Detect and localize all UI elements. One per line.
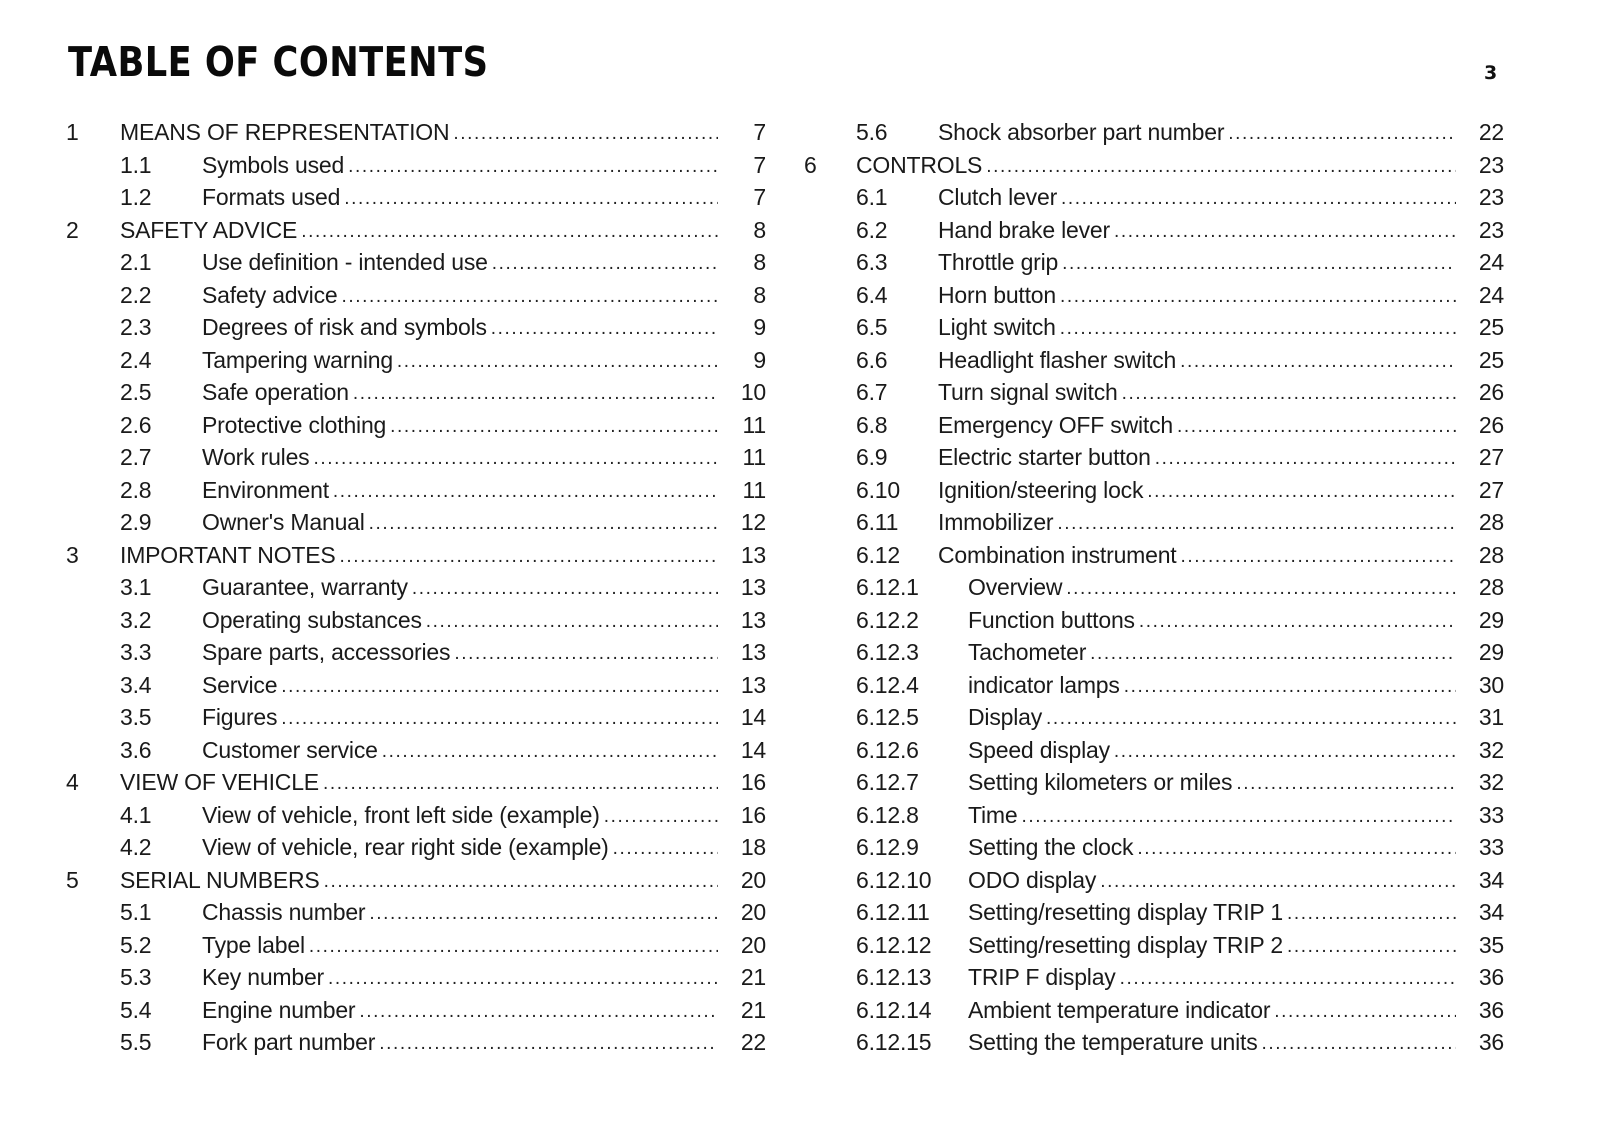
toc-entry-page: 24 [1456,279,1504,312]
toc-entry-number: 6 [804,151,817,178]
toc-dot-leader [1228,118,1456,151]
toc-entry-title: View of vehicle, rear right side (example) [202,831,613,864]
toc-dot-leader [986,151,1456,184]
toc-entry-number: 2.5 [120,379,152,405]
toc-entry-number: 1.1 [120,151,152,178]
toc-entry-6-12[interactable] [804,539,1504,572]
toc-dot-leader [341,281,718,314]
toc-entry-page: 11 [718,409,766,442]
toc-entry-6-12-10[interactable] [804,864,1504,897]
toc-entry-title: Safety advice [202,279,341,312]
toc-entry-5-6[interactable] [804,116,1504,149]
toc-entry-page: 26 [1456,376,1504,409]
toc-dot-leader [1124,671,1456,704]
toc-dot-leader [333,476,718,509]
toc-entry-page: 20 [718,929,766,962]
toc-dot-leader [340,541,718,574]
toc-entry-title: Tachometer [968,636,1090,669]
toc-entry-number: 2.6 [120,411,152,438]
toc-entry-number: 5.2 [120,931,152,958]
toc-dot-leader [1180,346,1456,379]
toc-dot-leader [1061,183,1456,216]
toc-dot-leader [426,606,718,639]
toc-entry-5-4[interactable] [66,994,766,1027]
toc-entry-page: 27 [1456,441,1504,474]
toc-entry-page: 21 [718,961,766,994]
toc-entry-number: 2.2 [120,281,152,308]
toc-entry-6-12-2[interactable] [804,604,1504,637]
toc-entry-page: 7 [718,149,766,182]
toc-entry-title: Horn button [938,279,1060,312]
toc-entry-title: Fork part number [202,1026,379,1059]
toc-entry-number: 3.3 [120,639,152,665]
toc-entry-number: 6.7 [856,379,888,405]
toc-dot-leader [281,671,718,704]
toc-entry-title: Display [968,701,1046,734]
toc-entry-6-3[interactable] [804,246,1504,279]
toc-entry-page: 29 [1456,604,1504,637]
toc-entry-6-8[interactable] [804,409,1504,442]
toc-entry-number: 6.12.3 [856,639,919,665]
toc-entry-number: 6.6 [856,346,888,373]
toc-entry-page: 10 [718,376,766,409]
toc-entry-title: Guarantee, warranty [202,571,412,604]
toc-dot-leader [613,833,718,866]
toc-entry-page: 13 [718,604,766,637]
toc-dot-leader [1114,216,1456,249]
toc-dot-leader [1262,1028,1456,1061]
toc-entry-number: 6.12.5 [856,704,919,730]
toc-entry-number: 6.12.1 [856,574,919,600]
toc-entry-number: 6.5 [856,314,888,340]
toc-entry-6-12-1[interactable] [804,571,1504,604]
toc-entry-page: 7 [718,181,766,214]
toc-entry-title: Chassis number [202,896,369,929]
toc-entry-number: 5 [66,866,79,893]
toc-entry-title: Service [202,669,281,702]
toc-entry-page: 32 [1456,734,1504,767]
toc-entry-number: 6.12.13 [856,964,932,990]
toc-column-left [66,116,766,1059]
toc-entry-number: 2.7 [120,444,152,470]
toc-entry-2-1[interactable] [66,246,766,279]
toc-entry-title: Owner's Manual [202,506,369,539]
toc-column-right [804,116,1504,1059]
toc-entry-number: 6.3 [856,249,888,275]
toc-entry-number: 6.2 [856,216,888,243]
toc-dot-leader [1100,866,1456,899]
toc-entry-number: 6.8 [856,411,888,438]
toc-entry-title: Time [968,799,1021,832]
toc-entry-page: 8 [718,214,766,247]
toc-dot-leader [1057,508,1456,541]
toc-entry-number: 2.9 [120,509,152,535]
toc-entry-6[interactable] [804,149,1504,182]
toc-entry-title: Shock absorber part number [938,116,1228,149]
toc-entry-page: 8 [718,279,766,312]
toc-entry-number: 6.11 [856,509,899,535]
toc-entry-6-12-3[interactable] [804,636,1504,669]
toc-entry-title: Figures [202,701,281,734]
toc-entry-4-2[interactable] [66,831,766,864]
toc-entry-title: Emergency OFF switch [938,409,1177,442]
toc-dot-leader [454,638,718,671]
toc-entry-page: 14 [718,701,766,734]
toc-entry-number: 5.5 [120,1029,152,1055]
toc-entry-number: 6.12.11 [856,899,930,925]
toc-dot-leader [1122,378,1456,411]
toc-entry-page: 13 [718,571,766,604]
toc-entry-title: Type label [202,929,309,962]
toc-entry-title: Setting/resetting display TRIP 2 [968,929,1287,962]
toc-entry-page: 28 [1456,506,1504,539]
toc-dot-leader [1060,281,1456,314]
toc-entry-number: 3.6 [120,736,152,763]
toc-entry-title: Tampering warning [202,344,397,377]
toc-dot-leader [412,573,718,606]
toc-entry-1-1[interactable] [66,149,766,182]
toc-entry-5-1[interactable] [66,896,766,929]
toc-entry-page: 25 [1456,344,1504,377]
toc-dot-leader [324,866,718,899]
toc-entry-page: 9 [718,344,766,377]
toc-entry-title: indicator lamps [968,669,1124,702]
toc-entry-title: Safe operation [202,376,353,409]
toc-entry-title: Setting kilometers or miles [968,766,1236,799]
toc-dot-leader [1137,833,1456,866]
toc-entry-5-5[interactable] [66,1026,766,1059]
toc-entry-number: 3 [66,541,79,568]
toc-entry-page: 27 [1456,474,1504,507]
toc-entry-2-6[interactable] [66,409,766,442]
toc-entry-number: 6.9 [856,444,888,470]
toc-entry-title: Key number [202,961,328,994]
toc-entry-6-12-14[interactable] [804,994,1504,1027]
toc-dot-leader [1155,443,1456,476]
toc-entry-title: Ignition/steering lock [938,474,1147,507]
toc-entry-number: 3.2 [120,606,152,633]
toc-entry-number: 6.12.14 [856,996,932,1023]
toc-entry-page: 30 [1456,669,1504,702]
toc-entry-5-2[interactable] [66,929,766,962]
page-number: 3 [1484,62,1498,84]
toc-entry-page: 11 [718,441,766,474]
toc-entry-number: 6.12 [856,541,900,568]
toc-entry-page: 36 [1456,961,1504,994]
toc-dot-leader [492,248,718,281]
toc-entry-title: Immobilizer [938,506,1057,539]
toc-entry-page: 14 [718,734,766,767]
toc-entry-number: 6.4 [856,281,888,308]
toc-entry-number: 6.12.15 [856,1029,932,1055]
toc-entry-page: 34 [1456,864,1504,897]
toc-entry-page: 8 [718,246,766,279]
toc-entry-6-7[interactable] [804,376,1504,409]
toc-entry-title: Setting the temperature units [968,1026,1262,1059]
toc-entry-title: Formats used [202,181,344,214]
toc-entry-title: Ambient temperature indicator [968,994,1274,1027]
toc-entry-page: 16 [718,799,766,832]
toc-entry-title: ODO display [968,864,1100,897]
toc-entry-page: 23 [1456,149,1504,182]
toc-dot-leader [1090,638,1456,671]
toc-entry-page: 25 [1456,311,1504,344]
toc-dot-leader [1062,248,1456,281]
toc-entry-page: 13 [718,669,766,702]
toc-entry-page: 28 [1456,539,1504,572]
toc-entry-3-4[interactable] [66,669,766,702]
toc-entry-2-7[interactable] [66,441,766,474]
toc-entry-page: 26 [1456,409,1504,442]
toc-entry-number: 3.1 [120,574,152,600]
toc-entry-title: SERIAL NUMBERS [120,864,324,897]
toc-entry-6-10[interactable] [804,474,1504,507]
toc-entry-number: 4 [66,769,79,795]
toc-entry-number: 3.5 [120,704,152,730]
toc-entry-6-12-12[interactable] [804,929,1504,962]
toc-entry-number: 2.8 [120,476,152,503]
toc-entry-number: 5.4 [120,996,152,1023]
toc-entry-title: Light switch [938,311,1060,344]
toc-entry-3-5[interactable] [66,701,766,734]
toc-entry-6-1[interactable] [804,181,1504,214]
toc-dot-leader [1236,768,1456,801]
toc-entry-number: 4.1 [120,801,152,828]
toc-entry-title: Customer service [202,734,382,767]
toc-entry-title: Setting the clock [968,831,1137,864]
toc-dot-leader [314,443,719,476]
toc-entry-6-4[interactable] [804,279,1504,312]
toc-entry-number: 3.4 [120,671,152,698]
toc-entry-title: IMPORTANT NOTES [120,539,340,572]
toc-dot-leader [369,508,718,541]
toc-entry-6-12-8[interactable] [804,799,1504,832]
toc-dot-leader [453,118,718,151]
toc-entry-6-11[interactable] [804,506,1504,539]
toc-entry-3-6[interactable] [66,734,766,767]
toc-dot-leader [348,151,718,184]
toc-entry-number: 2.3 [120,314,152,340]
toc-dot-leader [491,313,718,346]
toc-entry-page: 32 [1456,766,1504,799]
toc-dot-leader [382,736,718,769]
toc-entry-number: 2.1 [120,249,152,275]
toc-dot-leader [1066,573,1456,606]
toc-entry-title: TRIP F display [968,961,1120,994]
toc-entry-page: 36 [1456,1026,1504,1059]
toc-entry-number: 6.10 [856,476,900,503]
toc-dot-leader [379,1028,718,1061]
toc-entry-title: Setting/resetting display TRIP 1 [968,896,1287,929]
toc-entry-number: 5.1 [120,899,152,925]
toc-entry-title: Overview [968,571,1066,604]
toc-entry-title: SAFETY ADVICE [120,214,301,247]
toc-entry-title: CONTROLS [856,149,986,182]
toc-entry-number: 1 [66,119,79,145]
toc-entry-title: Clutch lever [938,181,1061,214]
toc-dot-leader [397,346,718,379]
toc-entry-page: 36 [1456,994,1504,1027]
toc-entry-6-2[interactable] [804,214,1504,247]
toc-entry-page: 21 [718,994,766,1027]
toc-entry-2-8[interactable] [66,474,766,507]
toc-entry-number: 6.12.6 [856,736,919,763]
toc-entry-page: 11 [718,474,766,507]
toc-entry-1-2[interactable] [66,181,766,214]
toc-dot-leader [281,703,718,736]
toc-entry-title: Symbols used [202,149,348,182]
toc-entry-6-12-7[interactable] [804,766,1504,799]
toc-entry-page: 20 [718,896,766,929]
toc-entry-6-12-6[interactable] [804,734,1504,767]
toc-entry-title: Spare parts, accessories [202,636,454,669]
toc-entry-number: 4.2 [120,834,152,860]
toc-entry-number: 6.12.4 [856,671,919,698]
toc-entry-title: Environment [202,474,333,507]
toc-dot-leader [1177,411,1456,444]
toc-dot-leader [1287,898,1456,931]
toc-entry-page: 13 [718,636,766,669]
toc-entry-page: 34 [1456,896,1504,929]
toc-entry-number: 6.12.7 [856,769,919,795]
toc-entry-number: 2.4 [120,346,152,373]
toc-entry-title: Combination instrument [938,539,1181,572]
toc-entry-title: Speed display [968,734,1114,767]
toc-dot-leader [1287,931,1456,964]
toc-dot-leader [1274,996,1456,1029]
toc-entry-number: 5.6 [856,119,888,145]
toc-entry-number: 6.12.12 [856,931,932,958]
toc-entry-6-12-4[interactable] [804,669,1504,702]
toc-dot-leader [323,768,718,801]
toc-entry-page: 33 [1456,831,1504,864]
toc-entry-page: 20 [718,864,766,897]
toc-entry-6-6[interactable] [804,344,1504,377]
toc-entry-title: Use definition - intended use [202,246,492,279]
toc-dot-leader [328,963,718,996]
toc-entry-page: 22 [1456,116,1504,149]
toc-entry-number: 1.2 [120,184,152,210]
toc-entry-5-3[interactable] [66,961,766,994]
toc-entry-page: 31 [1456,701,1504,734]
toc-entry-page: 33 [1456,799,1504,832]
toc-dot-leader [1147,476,1456,509]
toc-dot-leader [369,898,718,931]
toc-entry-title: Work rules [202,441,314,474]
toc-dot-leader [359,996,718,1029]
toc-dot-leader [1060,313,1456,346]
toc-entry-title: View of vehicle, front left side (example) [202,799,604,832]
toc-entry-number: 6.1 [856,184,888,210]
toc-entry-title: Headlight flasher switch [938,344,1180,377]
toc-entry-2-3[interactable] [66,311,766,344]
toc-entry-page: 23 [1456,214,1504,247]
toc-dot-leader [353,378,718,411]
toc-entry-page: 28 [1456,571,1504,604]
toc-entry-page: 29 [1456,636,1504,669]
toc-entry-page: 35 [1456,929,1504,962]
toc-entry-6-12-13[interactable] [804,961,1504,994]
toc-dot-leader [344,183,718,216]
toc-entry-page: 12 [718,506,766,539]
page-title: TABLE OF CONTENTS [68,38,489,86]
toc-entry-page: 7 [718,116,766,149]
toc-entry-title: Protective clothing [202,409,390,442]
toc-entry-title: Throttle grip [938,246,1062,279]
toc-entry-page: 16 [718,766,766,799]
toc-entry-title: Hand brake lever [938,214,1114,247]
toc-entry-2-5[interactable] [66,376,766,409]
toc-entry-number: 6.12.2 [856,606,919,633]
toc-entry-number: 6.12.8 [856,801,919,828]
toc-entry-6-12-11[interactable] [804,896,1504,929]
toc-dot-leader [1181,541,1457,574]
toc-dot-leader [1139,606,1456,639]
toc-entry-title: Operating substances [202,604,426,637]
toc-entry-number: 2 [66,216,79,243]
toc-entry-6-9[interactable] [804,441,1504,474]
toc-entry-page: 23 [1456,181,1504,214]
toc-dot-leader [1021,801,1456,834]
toc-entry-3-3[interactable] [66,636,766,669]
toc-entry-page: 9 [718,311,766,344]
toc-entry-number: 6.12.9 [856,834,919,860]
toc-dot-leader [309,931,718,964]
toc-dot-leader [1120,963,1456,996]
toc-entry-2-9[interactable] [66,506,766,539]
toc-entry-6-12-5[interactable] [804,701,1504,734]
toc-entry-title: Engine number [202,994,359,1027]
toc-entry-page: 18 [718,831,766,864]
toc-entry-title: MEANS OF REPRESENTATION [120,116,453,149]
toc-entry-page: 22 [718,1026,766,1059]
toc-entry-3-2[interactable] [66,604,766,637]
toc-dot-leader [390,411,718,444]
toc-entry-4-1[interactable] [66,799,766,832]
toc-entry-number: 6.12.10 [856,866,932,893]
toc-entry-title: Function buttons [968,604,1139,637]
toc-entry-page: 24 [1456,246,1504,279]
toc-dot-leader [301,216,718,249]
toc-entry-title: Turn signal switch [938,376,1122,409]
toc-entry-4[interactable] [66,766,766,799]
toc-entry-1[interactable] [66,116,766,149]
toc-entry-6-12-9[interactable] [804,831,1504,864]
toc-entry-page: 13 [718,539,766,572]
toc-entry-2-2[interactable] [66,279,766,312]
toc-entry-title: Electric starter button [938,441,1155,474]
toc-entry-3-1[interactable] [66,571,766,604]
toc-entry-6-12-15[interactable] [804,1026,1504,1059]
toc-entry-2-4[interactable] [66,344,766,377]
toc-entry-title: VIEW OF VEHICLE [120,766,323,799]
toc-dot-leader [604,801,718,834]
toc-entry-number: 5.3 [120,964,152,990]
toc-entry-3[interactable] [66,539,766,572]
toc-entry-6-5[interactable] [804,311,1504,344]
toc-entry-5[interactable] [66,864,766,897]
toc-entry-2[interactable] [66,214,766,247]
toc-dot-leader [1114,736,1456,769]
toc-dot-leader [1046,703,1456,736]
toc-entry-title: Degrees of risk and symbols [202,311,491,344]
